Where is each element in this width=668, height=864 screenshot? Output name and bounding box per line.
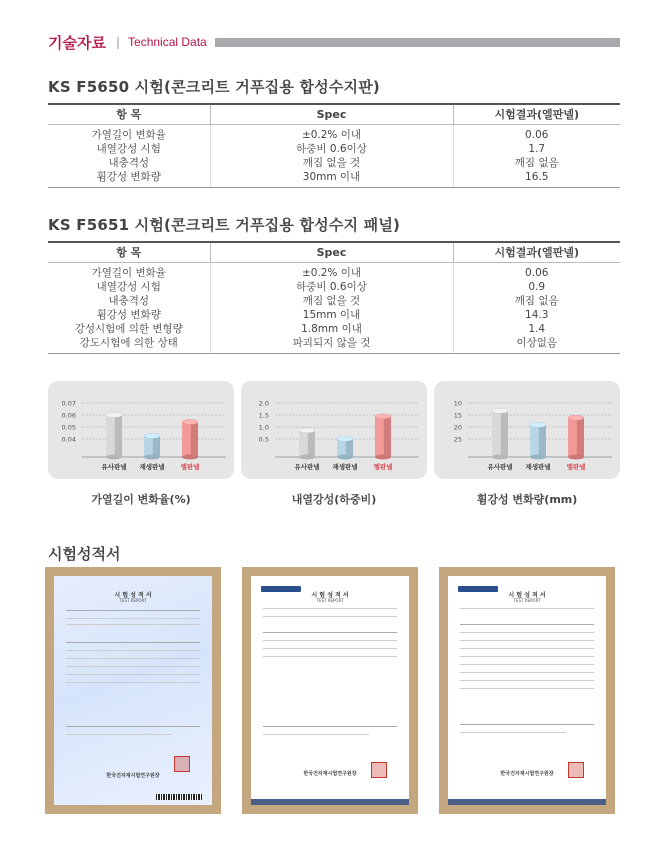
report-subheading: TEST REPORT xyxy=(513,598,541,603)
cell-spec: 하중비 0.6이상 xyxy=(210,142,453,156)
col-header-result: 시험결과(엘판넬) xyxy=(453,104,620,124)
cell-item: 휨강성 변화량 xyxy=(96,308,161,321)
cell-spec: 깨짐 없을 것 xyxy=(210,294,453,308)
cell-item: 내열강성 시험 xyxy=(96,142,161,155)
bar-top xyxy=(530,422,546,427)
divider xyxy=(460,648,594,649)
bar-top xyxy=(299,428,315,433)
divider xyxy=(66,674,200,675)
divider xyxy=(460,624,594,625)
col-header-spec: Spec xyxy=(210,242,453,262)
bar-top xyxy=(106,413,122,418)
cell-item: 강도시험에 의한 상태 xyxy=(48,336,210,354)
cell-result: 깨짐 없음 xyxy=(453,294,620,308)
cell-item: 휨강성 변화량 xyxy=(48,170,210,188)
y-tick-label: 0.07 xyxy=(61,399,76,408)
bar-base xyxy=(299,455,315,460)
divider xyxy=(263,608,397,609)
table-row xyxy=(48,322,620,336)
cell-spec: 파괴되지 않을 것 xyxy=(210,336,453,354)
y-tick-label: 20 xyxy=(453,423,462,432)
x-category-label: 재생판넬 xyxy=(139,463,165,471)
cell-item: 가열길이 변화율 xyxy=(91,128,166,141)
divider xyxy=(263,656,397,657)
document-page xyxy=(54,576,212,805)
y-tick-label: 1.5 xyxy=(258,411,269,420)
divider xyxy=(460,732,566,733)
divider xyxy=(66,734,172,735)
divider xyxy=(66,618,200,619)
bar-chart-length-change xyxy=(48,381,234,479)
official-seal-stamp xyxy=(174,756,190,772)
issuing-org: 한국건자재시험연구원장 xyxy=(303,771,357,777)
y-tick-label: 0.05 xyxy=(61,423,76,432)
cell-item: 내충격성 xyxy=(108,294,150,307)
divider xyxy=(460,664,594,665)
cell-result: 이상없음 xyxy=(453,336,620,354)
col-header-item: 항 목 xyxy=(48,242,210,262)
divider xyxy=(460,688,594,689)
chart-caption: 가열길이 변화율(%) xyxy=(91,493,191,506)
issuing-org: 한국건자재시험연구원장 xyxy=(500,771,554,777)
divider xyxy=(66,658,200,659)
cell-spec: 1.8mm 이내 xyxy=(210,322,453,336)
table-row xyxy=(48,156,620,170)
divider xyxy=(263,648,397,649)
cell-spec: 30mm 이내 xyxy=(210,170,453,188)
y-tick-label: 2.0 xyxy=(258,399,269,408)
divider xyxy=(66,666,200,667)
bar-base xyxy=(530,455,546,460)
table-row xyxy=(48,262,620,280)
bar-2 xyxy=(530,422,546,459)
report-heading: 시 험 성 적 서 xyxy=(114,592,152,599)
y-tick-label: 25 xyxy=(453,435,462,444)
issuing-org: 한국건자재시험연구원장 xyxy=(106,773,160,779)
bar-top xyxy=(144,434,160,439)
bar-base xyxy=(106,455,122,460)
divider xyxy=(263,616,397,617)
bar-3 xyxy=(182,420,198,460)
y-tick-label: 0.04 xyxy=(61,435,76,444)
bar-shade xyxy=(153,436,160,457)
bar-top xyxy=(182,420,198,425)
divider xyxy=(460,680,594,681)
bar-chart-flex-change xyxy=(434,381,620,479)
bar-shade xyxy=(191,422,198,457)
cell-item: 가열길이 변화율 xyxy=(91,266,166,279)
bar-2 xyxy=(337,436,353,459)
cell-result: 깨짐 없음 xyxy=(453,156,620,170)
report-heading: 시 험 성 적 서 xyxy=(311,592,349,599)
section1-title: KS F5650 시험(콘크리트 거푸집용 합성수지판) xyxy=(48,78,380,96)
bar-shade xyxy=(539,425,546,457)
divider xyxy=(460,724,594,725)
col-header-spec: Spec xyxy=(210,104,453,124)
bar-chart-heat-stiffness xyxy=(241,381,427,479)
cell-result: 0.06 xyxy=(453,262,620,280)
footer-band xyxy=(251,799,409,805)
test-report-image-1 xyxy=(45,567,221,814)
y-tick-label: 0.5 xyxy=(258,435,269,444)
col-header-result: 시험결과(엘판넬) xyxy=(453,242,620,262)
divider xyxy=(460,656,594,657)
cell-result: 14.3 xyxy=(453,308,620,322)
table-row xyxy=(48,142,620,156)
test-report-image-3 xyxy=(439,567,615,814)
divider xyxy=(66,726,200,727)
bar-base xyxy=(182,455,198,460)
bar-2 xyxy=(144,434,160,460)
x-category-label: 유사판넬 xyxy=(487,463,513,471)
x-category-label: 재생판넬 xyxy=(525,463,551,471)
bar-1 xyxy=(106,413,122,460)
cell-item: 내열강성 시험 xyxy=(96,280,161,293)
bar-top xyxy=(375,414,391,419)
barcode xyxy=(156,794,202,800)
divider xyxy=(66,650,200,651)
y-tick-label: 1.0 xyxy=(258,423,269,432)
header-title-en: Technical Data xyxy=(128,35,207,49)
cell-result: 1.4 xyxy=(453,322,620,336)
bar-top xyxy=(492,408,508,413)
x-category-label: 유사판넬 xyxy=(294,463,320,471)
cell-item: 강성시험에 의한 변형량 xyxy=(74,322,183,335)
divider xyxy=(460,640,594,641)
header-title-ko: 기술자료 xyxy=(48,33,106,52)
x-category-label: 재생판넬 xyxy=(332,463,358,471)
x-category-label: 엘판넬 xyxy=(566,463,586,471)
bar-base xyxy=(492,455,508,460)
divider xyxy=(263,640,397,641)
bar-shade xyxy=(346,439,353,457)
divider xyxy=(460,608,594,609)
cell-result: 0.06 xyxy=(453,124,620,142)
table-row xyxy=(48,294,620,308)
document-page xyxy=(251,576,409,805)
header-rule xyxy=(215,38,620,47)
divider xyxy=(263,734,369,735)
bar-top xyxy=(568,415,584,420)
report-heading: 시 험 성 적 서 xyxy=(508,592,546,599)
ks-f5651-table xyxy=(48,241,620,354)
cell-spec: 하중비 0.6이상 xyxy=(210,280,453,294)
divider xyxy=(263,726,397,727)
divider xyxy=(263,632,397,633)
divider xyxy=(66,624,200,625)
test-report-image-2 xyxy=(242,567,418,814)
bar-base xyxy=(375,455,391,460)
bar-3 xyxy=(375,414,391,460)
header-separator: | xyxy=(115,35,121,49)
y-tick-label: 10 xyxy=(453,399,462,408)
divider xyxy=(460,632,594,633)
bar-base xyxy=(144,455,160,460)
chart-caption: 휨강성 변화량(mm) xyxy=(476,493,578,506)
bar-base xyxy=(568,455,584,460)
page-header xyxy=(48,32,620,52)
cell-spec: ±0.2% 이내 xyxy=(210,124,453,142)
chart-panel-heat-stiffness xyxy=(241,381,427,479)
cell-result: 16.5 xyxy=(453,170,620,188)
chart-caption: 내열강성(하중비) xyxy=(291,493,377,506)
divider xyxy=(66,682,200,683)
table-row xyxy=(48,336,620,354)
bar-shade xyxy=(384,416,391,457)
table-row xyxy=(48,124,620,142)
ks-f5650-table xyxy=(48,103,620,188)
bar-3 xyxy=(568,415,584,459)
bar-top xyxy=(337,436,353,441)
divider xyxy=(460,672,594,673)
bar-1 xyxy=(492,408,508,459)
cell-spec: 깨짐 없을 것 xyxy=(210,156,453,170)
cell-spec: ±0.2% 이내 xyxy=(210,262,453,280)
bar-shade xyxy=(501,411,508,457)
y-tick-label: 0.06 xyxy=(61,411,76,420)
chart-panel-flex-change xyxy=(434,381,620,479)
table-row xyxy=(48,308,620,322)
x-category-label: 엘판넬 xyxy=(180,463,200,471)
footer-band xyxy=(448,799,606,805)
col-header-item: 항 목 xyxy=(48,104,210,124)
bar-base xyxy=(337,455,353,460)
cell-result: 1.7 xyxy=(453,142,620,156)
divider xyxy=(66,610,200,611)
x-category-label: 엘판넬 xyxy=(373,463,393,471)
cell-spec: 15mm 이내 xyxy=(210,308,453,322)
y-tick-label: 15 xyxy=(453,411,462,420)
divider xyxy=(66,642,200,643)
table-row xyxy=(48,280,620,294)
report-subheading: TEST REPORT xyxy=(316,598,344,603)
bar-shade xyxy=(577,418,584,457)
x-category-label: 유사판넬 xyxy=(101,463,127,471)
bar-shade xyxy=(308,430,315,457)
bar-1 xyxy=(299,428,315,460)
report-subheading: TEST REPORT xyxy=(119,598,147,603)
section2-title: KS F5651 시험(콘크리트 거푸집용 합성수지 패널) xyxy=(48,216,401,234)
cert-section-title: 시험성적서 xyxy=(48,545,121,563)
cell-item: 내충격성 xyxy=(108,156,150,169)
chart-panel-length-change xyxy=(48,381,234,479)
document-page xyxy=(448,576,606,805)
cell-result: 0.9 xyxy=(453,280,620,294)
table-row xyxy=(48,170,620,188)
bar-shade xyxy=(115,415,122,457)
